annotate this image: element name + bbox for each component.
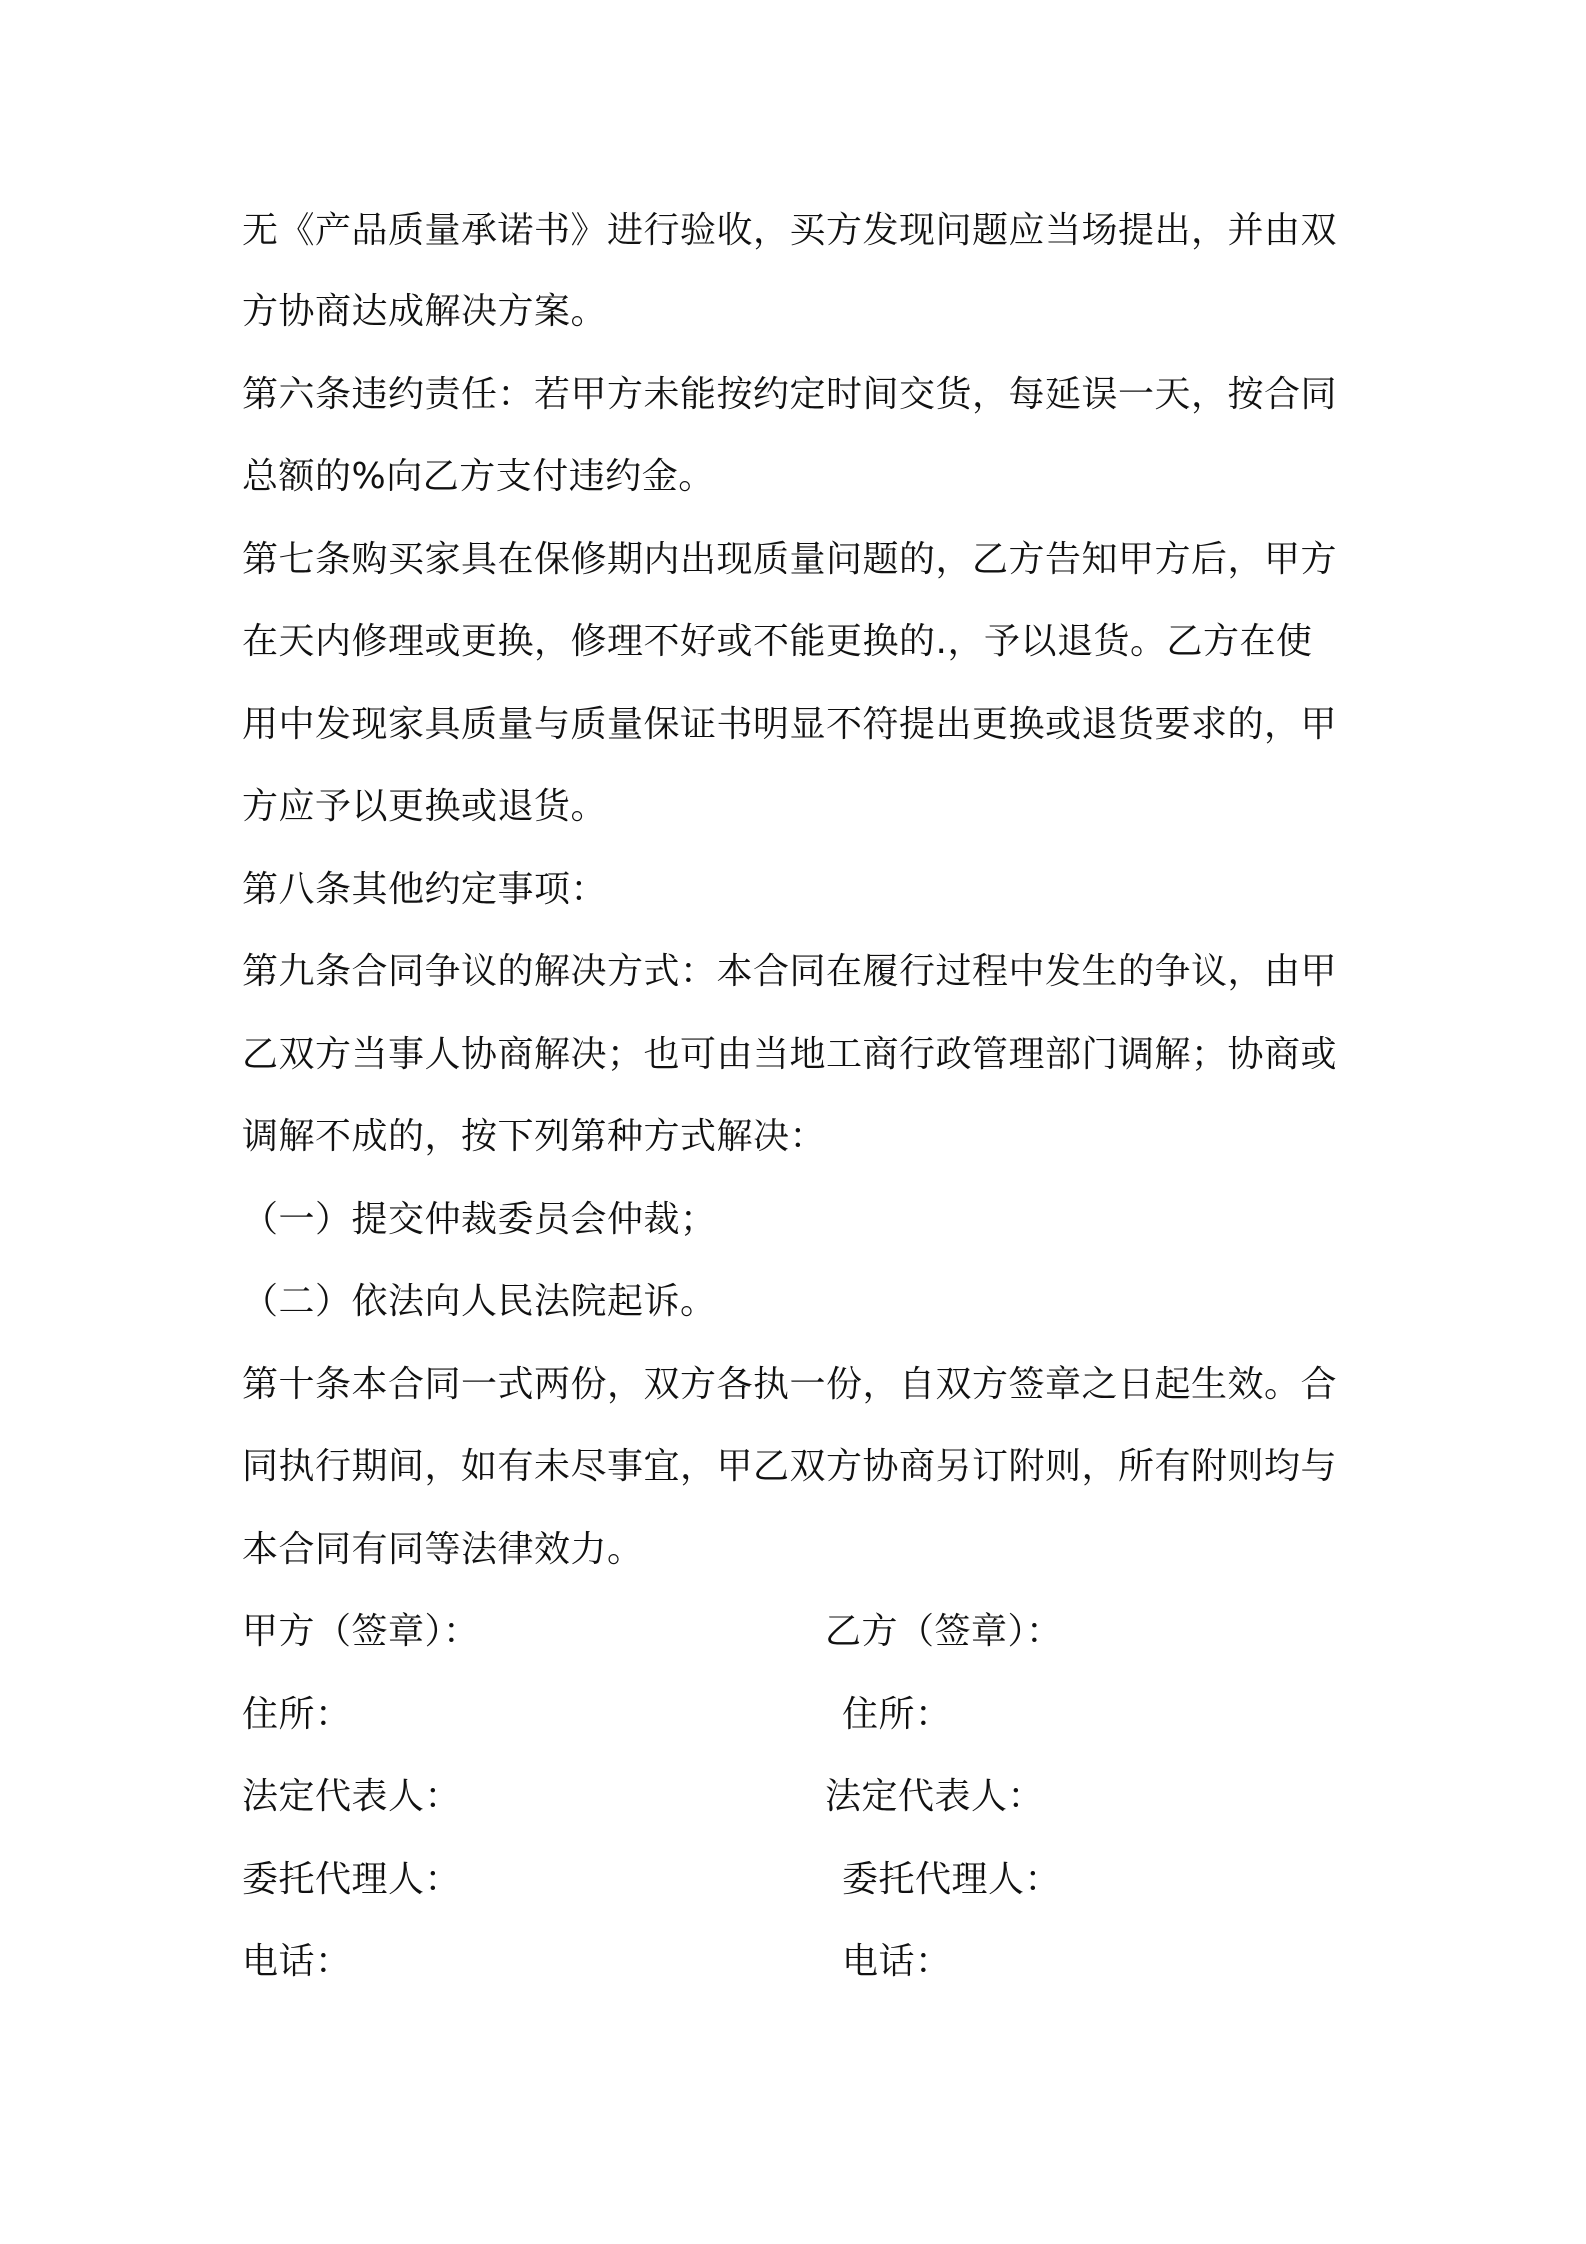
article-9-option-1: （一）提交仲裁委员会仲裁； bbox=[242, 1199, 717, 1240]
article-9-line-1: 第九条合同争议的解决方式：本合同在履行过程中发生的争议，由甲 bbox=[242, 951, 1338, 992]
article-9-line-2: 乙双方当事人协商解决；也可由当地工商行政管理部门调解；协商或 bbox=[242, 1034, 1338, 1075]
article-10-line-2: 同执行期间，如有未尽事宜，甲乙双方协商另订附则，所有附则均与 bbox=[242, 1446, 1338, 1487]
party-b-seal-label: 乙方（签章）： bbox=[825, 1611, 1063, 1652]
party-a-seal-label: 甲方（签章）： bbox=[242, 1611, 480, 1652]
article-9-option-2: （二）依法向人民法院起诉。 bbox=[242, 1281, 717, 1322]
article-10-line-3: 本合同有同等法律效力。 bbox=[242, 1529, 644, 1570]
party-b-agent-label: 委托代理人： bbox=[842, 1859, 1062, 1900]
party-a-legal-rep-label: 法定代表人： bbox=[242, 1776, 462, 1817]
body-line-2: 方协商达成解决方案。 bbox=[242, 291, 608, 332]
article-10-line-1: 第十条本合同一式两份，双方各执一份，自双方签章之日起生效。合 bbox=[242, 1364, 1338, 1405]
article-7-line-2: 在天内修理或更换，修理不好或不能更换的.，予以退货。乙方在使 bbox=[242, 621, 1313, 662]
article-7-line-4: 方应予以更换或退货。 bbox=[242, 786, 608, 827]
article-6-line-2: 总额的%向乙方支付违约金。 bbox=[242, 456, 715, 497]
party-a-phone-label: 电话： bbox=[242, 1941, 352, 1982]
party-b-phone-label: 电话： bbox=[842, 1941, 952, 1982]
party-b-legal-rep-label: 法定代表人： bbox=[825, 1776, 1045, 1817]
article-8-line-1: 第八条其他约定事项： bbox=[242, 869, 608, 910]
party-b-address-label: 住所： bbox=[842, 1694, 952, 1735]
article-6-line-1: 第六条违约责任：若甲方未能按约定时间交货，每延误一天，按合同 bbox=[242, 374, 1338, 415]
party-a-agent-label: 委托代理人： bbox=[242, 1859, 462, 1900]
article-9-line-3: 调解不成的，按下列第种方式解决： bbox=[242, 1116, 827, 1157]
body-line-1: 无《产品质量承诺书》进行验收，买方发现问题应当场提出，并由双 bbox=[242, 210, 1338, 251]
article-7-line-1: 第七条购买家具在保修期内出现质量问题的，乙方告知甲方后，甲方 bbox=[242, 539, 1338, 580]
article-7-line-3: 用中发现家具质量与质量保证书明显不符提出更换或退货要求的，甲 bbox=[242, 704, 1338, 745]
party-a-address-label: 住所： bbox=[242, 1694, 352, 1735]
